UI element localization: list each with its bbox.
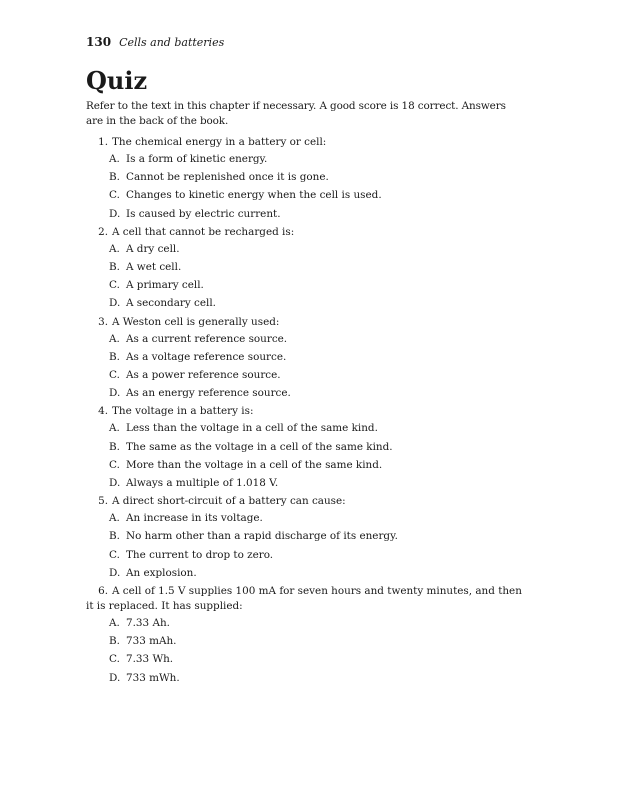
choice-text: As an energy reference source. (126, 387, 291, 400)
choice-text: Always a multiple of 1.018 V. (126, 477, 279, 490)
answer-choice (86, 205, 526, 223)
answer-choice (86, 150, 526, 168)
choice-letter: C. (109, 548, 120, 561)
choice-letter: C. (109, 458, 120, 471)
question-stem (86, 315, 526, 330)
question-text: The chemical energy in a battery or cell: (112, 136, 327, 148)
question-5 (86, 494, 526, 582)
choice-text: 7.33 Wh. (126, 653, 174, 666)
choice-text: Is a form of kinetic energy. (126, 153, 268, 165)
choice-text: As a power reference source. (126, 369, 281, 382)
choice-letter: D. (109, 477, 121, 490)
answer-choice (86, 669, 526, 687)
page (86, 34, 526, 687)
intro-paragraph: Refer to the text in this chapter if necessary. A good score is 18 correct. Answers are in the back of the book. (86, 100, 506, 127)
choice-letter: A. (109, 422, 120, 435)
question-text: A cell of 1.5 V supplies 100 mA for seven hours and twenty minutes, and then it is replaced. It has supplied: (86, 585, 522, 613)
question-list (86, 135, 526, 687)
choice-letter: C. (109, 189, 120, 202)
choice-text: The same as the voltage in a cell of the same kind. (126, 440, 393, 453)
choice-text: As a voltage reference source. (126, 350, 287, 363)
question-stem (86, 584, 526, 614)
choice-letter: D. (109, 207, 121, 220)
running-head (86, 34, 526, 51)
choice-text: Cannot be replenished once it is gone. (126, 171, 329, 184)
choice-text: 733 mAh. (126, 635, 177, 648)
answer-choice (86, 438, 526, 456)
choice-text: As a current reference source. (126, 332, 288, 345)
choice-text: The current to drop to zero. (126, 548, 274, 561)
answer-choice (86, 509, 526, 527)
choice-letter: D. (109, 387, 121, 400)
answer-choice (86, 186, 526, 204)
question-number: 3. (98, 315, 108, 328)
question-3 (86, 315, 526, 403)
question-number: 1. (98, 136, 108, 148)
choice-text: No harm other than a rapid discharge of its energy. (126, 530, 398, 543)
answer-choice (86, 168, 526, 186)
question-text: A Weston cell is generally used: (112, 315, 280, 328)
choice-text: 733 mWh. (126, 671, 180, 684)
question-text: A direct short-circuit of a battery can cause: (112, 495, 346, 508)
choice-letter: D. (109, 671, 121, 684)
question-1 (86, 135, 526, 223)
answer-choice (86, 294, 526, 312)
answer-choice (86, 366, 526, 384)
answer-choice (86, 258, 526, 276)
answer-choice (86, 330, 526, 348)
choice-text: A wet cell. (126, 261, 182, 274)
choice-letter: D. (109, 297, 121, 310)
choice-letter: A. (109, 332, 120, 345)
choice-letter: B. (109, 350, 120, 363)
choice-letter: B. (109, 530, 120, 543)
answer-choice (86, 564, 526, 582)
question-number: 4. (98, 405, 108, 418)
choice-text: Is caused by electric current. (126, 207, 281, 220)
choice-text: 7.33 Ah. (126, 617, 170, 630)
question-number: 2. (98, 225, 108, 238)
section-title: Quiz (86, 66, 148, 95)
question-number: 5. (98, 495, 108, 508)
question-text: A cell that cannot be recharged is: (112, 225, 295, 238)
question-stem (86, 494, 526, 509)
answer-choice (86, 384, 526, 402)
question-stem (86, 225, 526, 240)
question-4 (86, 404, 526, 492)
choice-text: A primary cell. (126, 279, 204, 292)
question-6 (86, 584, 526, 687)
choice-letter: D. (109, 566, 121, 579)
answer-choice (86, 456, 526, 474)
answer-choice (86, 474, 526, 492)
choice-text: Changes to kinetic energy when the cell is used. (126, 189, 382, 202)
question-stem (86, 404, 526, 419)
choice-text: A secondary cell. (126, 297, 216, 310)
choice-text: An increase in its voltage. (126, 512, 263, 525)
choice-letter: B. (109, 171, 120, 184)
question-2 (86, 225, 526, 313)
answer-choice (86, 614, 526, 632)
choice-text: A dry cell. (126, 242, 180, 255)
choice-letter: B. (109, 440, 120, 453)
answer-choice (86, 419, 526, 437)
answer-choice (86, 276, 526, 294)
choice-letter: B. (109, 261, 120, 274)
answer-choice (86, 546, 526, 564)
answer-choice (86, 240, 526, 258)
choice-letter: C. (109, 279, 120, 292)
page-number: 130 (86, 35, 112, 49)
choice-text: More than the voltage in a cell of the same kind. (126, 458, 383, 471)
choice-letter: B. (109, 635, 120, 648)
choice-letter: C. (109, 369, 120, 382)
choice-letter: C. (109, 653, 120, 666)
question-number: 6. (98, 585, 108, 598)
answer-choice (86, 650, 526, 668)
choice-text: Less than the voltage in a cell of the same kind. (126, 422, 378, 435)
answer-choice (86, 632, 526, 650)
choice-letter: A. (109, 512, 120, 525)
choice-letter: A. (109, 153, 120, 165)
choice-letter: A. (109, 242, 120, 255)
question-stem (86, 135, 526, 150)
answer-choice (86, 527, 526, 545)
choice-text: An explosion. (126, 566, 197, 579)
question-text: The voltage in a battery is: (112, 405, 254, 418)
answer-choice (86, 348, 526, 366)
chapter-title: Cells and batteries (119, 36, 225, 49)
choice-letter: A. (109, 617, 120, 630)
